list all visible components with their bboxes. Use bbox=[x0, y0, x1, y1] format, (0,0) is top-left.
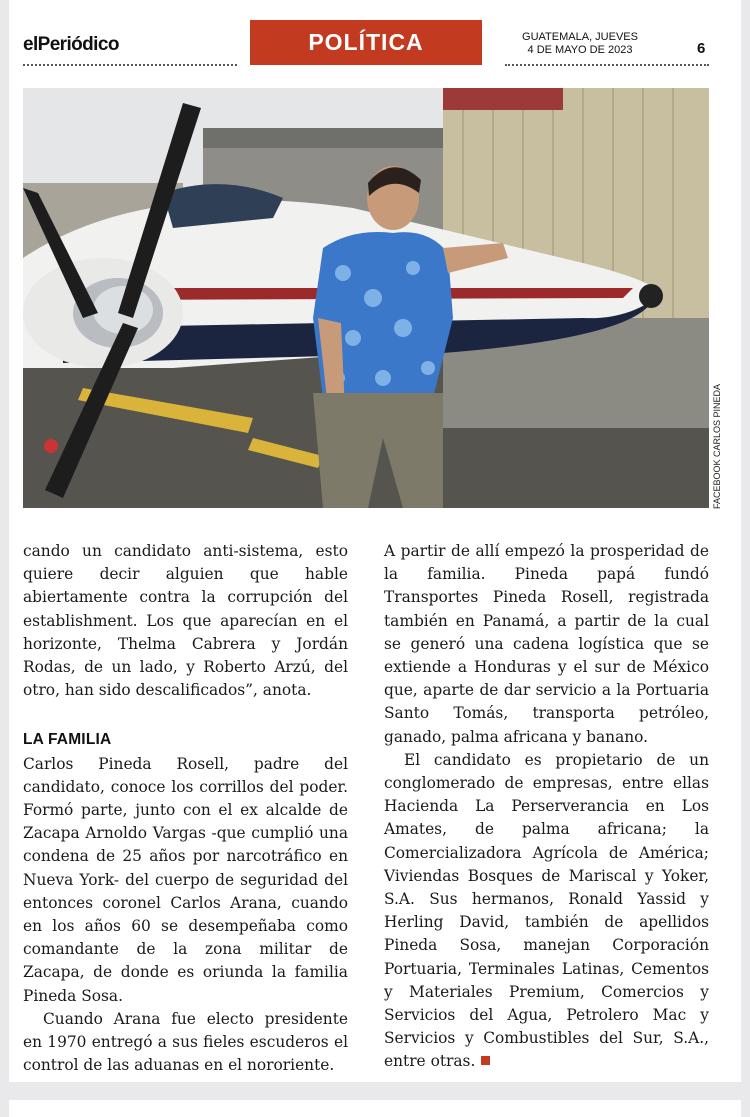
dateline-city-day: GUATEMALA, JUEVES bbox=[522, 31, 638, 43]
article-paragraph: A partir de allí empezó la prosperidad de la familia. Pineda papá fundó Transportes Pineda Rosell, registrada también en Panamá, a partir de la cual se generó una cadena logística que se extiende a Honduras y el sur de México que, aparte de dar servicio a la Portuaria Santo Tomás, transporta petróleo, ganado, palma africana y banano. bbox=[384, 542, 709, 746]
article-photo bbox=[23, 88, 709, 508]
photo-credit-text: FACEBOOK CARLOS PINEDA bbox=[712, 383, 722, 509]
article-paragraph: Carlos Pineda Rosell, padre del candidato, conoce los corrillos del poder. Formó parte, junto con el ex alcalde de Zacapa Arnoldo Vargas -que cumplió una condena de 25 años por narcotráfico en Nueva York- del cuerpo de seguridad del entonces coronel Carlos Arana, cuando en los años 60 se desempeñaba como comandante de la zona militar de Zacapa, de donde es oriunda la familia Pineda Sosa. bbox=[23, 754, 348, 1005]
header-divider-left bbox=[23, 64, 237, 66]
article-column-right bbox=[384, 540, 709, 1074]
article-column-left bbox=[23, 540, 348, 1077]
logo-text: elPeriódico bbox=[23, 34, 119, 55]
article-subhead: LA FAMILIA bbox=[23, 731, 112, 749]
section-banner: POLÍTICA bbox=[250, 20, 482, 65]
dateline bbox=[520, 31, 640, 57]
photo-illustration bbox=[23, 88, 709, 508]
page-number: 6 bbox=[697, 40, 706, 57]
article-paragraph: cando un candidato anti-sistema, esto quiere decir alguien que hable abiertamente contra la corrupción del establishment. Los que aparecían en el horizonte, Thelma Cabrera y Jordán Rodas, de un lado, y Roberto Arzú, del otro, han sido descalificados”, anota. bbox=[23, 542, 348, 700]
end-of-article-mark bbox=[481, 1056, 490, 1065]
header-divider-right bbox=[505, 64, 709, 66]
dateline-date: 4 DE MAYO DE 2023 bbox=[527, 44, 633, 56]
article-paragraph-text: El candidato es propietario de un conglomerado de empresas, entre ellas Hacienda La Perserverancia en Los Amates, de palma africana; la Comercializadora Agrícola de América; Viviendas Bosques de Mariscal y Yoker, S.A. Sus hermanos, Ronald Yassid y Herling David, también de apellidos Pineda Sosa, manejan Corporación Portuaria, Terminales Latinas, Cementos y Materiales Premium, Comercios y Servicios del Agua, Petrolero Mac y Servicios y Combustibles del Sur, S.A., entre otras. bbox=[384, 750, 709, 1071]
next-page-edge bbox=[9, 1100, 741, 1117]
photo-credit bbox=[712, 373, 724, 509]
newspaper-logo bbox=[23, 34, 119, 56]
article-paragraph-final bbox=[384, 749, 709, 1074]
article-paragraph: Cuando Arana fue electo presidente en 1970 entregó a sus fieles escuderos el control de las aduanas en el nororiente. bbox=[23, 1009, 348, 1075]
